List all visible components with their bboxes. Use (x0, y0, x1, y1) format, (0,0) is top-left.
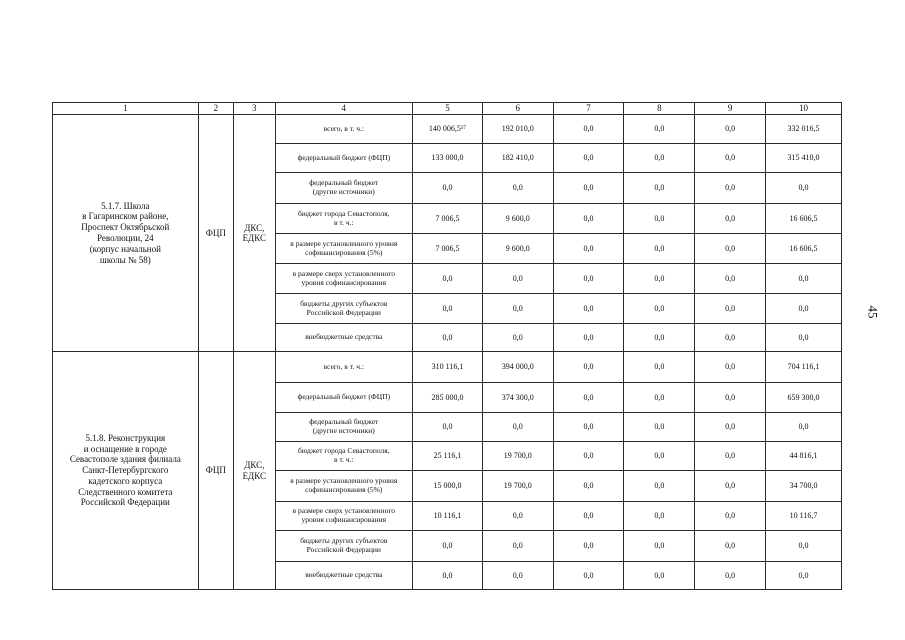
amount-cell: 0,0 (413, 562, 483, 590)
amount-cell: 332 016,5 (766, 115, 842, 144)
budget-category: в размере установленного уровня софинансирования (5%) (275, 471, 413, 502)
amount-cell: 16 606,5 (766, 204, 842, 234)
amount-cell: 0,0 (413, 264, 483, 294)
responsible-department: ДКС, ЕДКС (234, 352, 275, 590)
amount-cell: 133 000,0 (413, 144, 483, 173)
amount-cell: 0,0 (553, 234, 624, 264)
column-header: 5 (413, 103, 483, 115)
column-header: 3 (234, 103, 275, 115)
budget-category: федеральный бюджет (другие источники) (275, 173, 413, 204)
amount-cell: 0,0 (553, 383, 624, 413)
amount-cell: 0,0 (695, 324, 766, 352)
budget-category: всего, в т. ч.: (275, 115, 413, 144)
amount-cell: 0,0 (553, 204, 624, 234)
amount-cell: 0,0 (695, 115, 766, 144)
amount-cell: 0,0 (766, 173, 842, 204)
amount-cell: 16 606,5 (766, 234, 842, 264)
amount-cell: 310 116,1 (413, 352, 483, 383)
amount-cell: 394 000,0 (482, 352, 553, 383)
column-header: 1 (53, 103, 199, 115)
funding-table (52, 102, 842, 590)
table-row (53, 115, 842, 144)
amount-cell: 0,0 (695, 204, 766, 234)
amount-cell: 0,0 (553, 352, 624, 383)
amount-cell: 0,0 (695, 531, 766, 562)
amount-cell: 0,0 (766, 294, 842, 324)
amount-cell: 0,0 (482, 502, 553, 531)
object-name: 5.1.8. Реконструкция и оснащение в городе Севастополе здания филиала Санкт-Петербургского кадетского корпуса Следственного комитета Российской Федерации (53, 352, 199, 590)
amount-cell: 0,0 (624, 352, 695, 383)
amount-cell: 0,0 (482, 531, 553, 562)
amount-cell: 0,0 (624, 413, 695, 442)
amount-cell: 0,0 (695, 234, 766, 264)
budget-category: федеральный бюджет (другие источники) (275, 413, 413, 442)
amount-cell: 182 410,0 (482, 144, 553, 173)
amount-cell: 0,0 (482, 173, 553, 204)
page-number: 45 (865, 305, 881, 319)
amount-cell: 704 116,1 (766, 352, 842, 383)
amount-cell: 0,0 (766, 413, 842, 442)
amount-cell: 0,0 (553, 264, 624, 294)
amount-cell: 0,0 (695, 442, 766, 471)
budget-category: бюджеты других субъектов Российской Федерации (275, 294, 413, 324)
amount-cell: 19 700,0 (482, 471, 553, 502)
amount-cell: 44 816,1 (766, 442, 842, 471)
amount-cell: 0,0 (413, 294, 483, 324)
budget-category: внебюджетные средства (275, 324, 413, 352)
amount-cell: 192 010,0 (482, 115, 553, 144)
amount-cell: 659 300,0 (766, 383, 842, 413)
column-header: 2 (198, 103, 233, 115)
header-row (53, 103, 842, 115)
amount-cell: 0,0 (553, 471, 624, 502)
amount-cell: 0,0 (553, 531, 624, 562)
funding-source: ФЦП (198, 352, 233, 590)
budget-category: в размере сверх установленного уровня софинансирования (275, 264, 413, 294)
amount-cell: 0,0 (695, 383, 766, 413)
amount-cell: 0,0 (553, 144, 624, 173)
amount-cell: 0,0 (553, 115, 624, 144)
amount-cell: 0,0 (413, 173, 483, 204)
column-header: 7 (553, 103, 624, 115)
amount-cell: 10 116,1 (413, 502, 483, 531)
amount-cell: 374 300,0 (482, 383, 553, 413)
amount-cell: 0,0 (553, 502, 624, 531)
amount-cell: 0,0 (695, 144, 766, 173)
column-header: 6 (482, 103, 553, 115)
amount-cell: 0,0 (413, 413, 483, 442)
amount-cell: 34 700,0 (766, 471, 842, 502)
amount-cell: 0,0 (624, 442, 695, 471)
amount-cell: 10 116,7 (766, 502, 842, 531)
budget-category: в размере установленного уровня софинансирования (5%) (275, 234, 413, 264)
funding-source: ФЦП (198, 115, 233, 352)
budget-category: всего, в т. ч.: (275, 352, 413, 383)
amount-cell: 0,0 (553, 442, 624, 471)
amount-cell: 0,0 (624, 294, 695, 324)
amount-cell: 140 006,5¹⁷ (413, 115, 483, 144)
object-name: 5.1.7. Школа в Гагаринском районе, Проспект Октябрьской Революции, 24 (корпус начальной школы № 58) (53, 115, 199, 352)
amount-cell: 0,0 (482, 264, 553, 294)
column-header: 9 (695, 103, 766, 115)
amount-cell: 0,0 (624, 562, 695, 590)
amount-cell: 0,0 (695, 294, 766, 324)
amount-cell: 7 006,5 (413, 234, 483, 264)
amount-cell: 9 600,0 (482, 204, 553, 234)
amount-cell: 0,0 (482, 413, 553, 442)
amount-cell: 0,0 (624, 204, 695, 234)
amount-cell: 0,0 (624, 324, 695, 352)
budget-category: федеральный бюджет (ФЦП) (275, 144, 413, 173)
amount-cell: 0,0 (766, 531, 842, 562)
column-header: 10 (766, 103, 842, 115)
amount-cell: 0,0 (766, 324, 842, 352)
table-row (53, 352, 842, 383)
budget-category: внебюджетные средства (275, 562, 413, 590)
amount-cell: 285 000,0 (413, 383, 483, 413)
column-header: 8 (624, 103, 695, 115)
amount-cell: 0,0 (624, 502, 695, 531)
amount-cell: 0,0 (553, 413, 624, 442)
budget-category: федеральный бюджет (ФЦП) (275, 383, 413, 413)
amount-cell: 0,0 (766, 562, 842, 590)
amount-cell: 0,0 (624, 173, 695, 204)
amount-cell: 7 006,5 (413, 204, 483, 234)
amount-cell: 0,0 (482, 562, 553, 590)
amount-cell: 0,0 (482, 324, 553, 352)
amount-cell: 0,0 (413, 324, 483, 352)
amount-cell: 25 116,1 (413, 442, 483, 471)
amount-cell: 0,0 (624, 383, 695, 413)
amount-cell: 0,0 (695, 352, 766, 383)
budget-category: бюджет города Севастополя, в т. ч.: (275, 442, 413, 471)
responsible-department: ДКС, ЕДКС (234, 115, 275, 352)
amount-cell: 0,0 (695, 471, 766, 502)
amount-cell: 0,0 (553, 324, 624, 352)
amount-cell: 0,0 (624, 531, 695, 562)
amount-cell: 0,0 (624, 264, 695, 294)
amount-cell: 0,0 (553, 173, 624, 204)
budget-category: бюджеты других субъектов Российской Федерации (275, 531, 413, 562)
amount-cell: 0,0 (766, 264, 842, 294)
amount-cell: 19 700,0 (482, 442, 553, 471)
amount-cell: 0,0 (695, 502, 766, 531)
amount-cell: 0,0 (624, 115, 695, 144)
amount-cell: 0,0 (413, 531, 483, 562)
amount-cell: 0,0 (695, 413, 766, 442)
column-header: 4 (275, 103, 413, 115)
amount-cell: 9 600,0 (482, 234, 553, 264)
amount-cell: 0,0 (695, 562, 766, 590)
amount-cell: 0,0 (695, 264, 766, 294)
amount-cell: 0,0 (695, 173, 766, 204)
amount-cell: 0,0 (624, 144, 695, 173)
budget-category: в размере сверх установленного уровня софинансирования (275, 502, 413, 531)
amount-cell: 15 000,0 (413, 471, 483, 502)
amount-cell: 0,0 (482, 294, 553, 324)
amount-cell: 0,0 (624, 471, 695, 502)
amount-cell: 0,0 (624, 234, 695, 264)
amount-cell: 0,0 (553, 294, 624, 324)
amount-cell: 315 410,0 (766, 144, 842, 173)
budget-category: бюджет города Севастополя, в т. ч.: (275, 204, 413, 234)
amount-cell: 0,0 (553, 562, 624, 590)
